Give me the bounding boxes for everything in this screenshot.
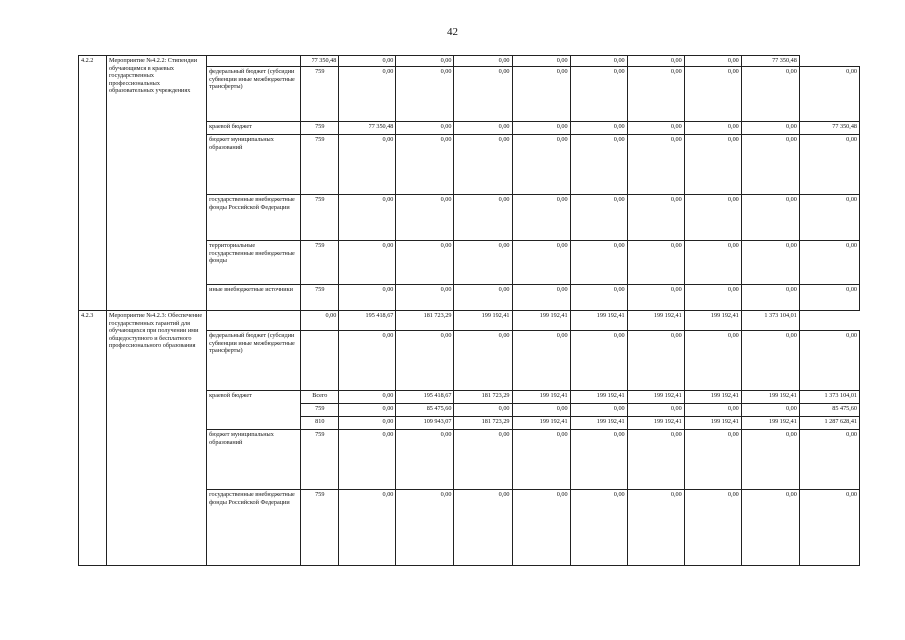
amount-cell: 0,00 bbox=[396, 122, 454, 135]
amount-cell: 0,00 bbox=[512, 404, 570, 417]
amount-cell: 0,00 bbox=[570, 56, 627, 67]
amount-cell: 0,00 bbox=[627, 404, 684, 417]
amount-cell: 0,00 bbox=[570, 122, 627, 135]
budget-code bbox=[301, 331, 339, 391]
funding-source: федеральный бюджет (субсидии субвенции иные межбюджетные трансферты) bbox=[207, 67, 301, 122]
amount-cell: 0,00 bbox=[741, 67, 799, 122]
amount-cell: 0,00 bbox=[799, 331, 859, 391]
amount-cell: 0,00 bbox=[512, 122, 570, 135]
amount-cell: 199 192,41 bbox=[570, 417, 627, 430]
amount-cell: 85 475,60 bbox=[799, 404, 859, 417]
amount-cell: 77 350,48 bbox=[799, 122, 859, 135]
amount-cell: 0,00 bbox=[799, 67, 859, 122]
amount-cell: 0,00 bbox=[741, 430, 799, 490]
amount-cell: 0,00 bbox=[454, 490, 512, 566]
amount-cell: 0,00 bbox=[339, 404, 396, 417]
amount-cell: 0,00 bbox=[799, 285, 859, 311]
amount-cell: 0,00 bbox=[339, 285, 396, 311]
amount-cell: 0,00 bbox=[684, 135, 741, 195]
amount-cell: 0,00 bbox=[396, 285, 454, 311]
amount-cell: 181 723,29 bbox=[396, 311, 454, 331]
amount-cell: 0,00 bbox=[512, 56, 570, 67]
budget-code: 759 bbox=[301, 135, 339, 195]
amount-cell: 0,00 bbox=[684, 241, 741, 285]
funding-source: бюджет муниципальных образований bbox=[207, 430, 301, 490]
table-row bbox=[79, 311, 860, 331]
amount-cell: 0,00 bbox=[301, 311, 339, 331]
amount-cell: 0,00 bbox=[684, 430, 741, 490]
amount-cell: 181 723,29 bbox=[454, 417, 512, 430]
amount-cell: 0,00 bbox=[396, 490, 454, 566]
amount-cell: 0,00 bbox=[570, 331, 627, 391]
amount-cell: 0,00 bbox=[339, 490, 396, 566]
amount-cell: 0,00 bbox=[454, 56, 512, 67]
budget-table-body bbox=[79, 56, 860, 566]
amount-cell: 0,00 bbox=[741, 135, 799, 195]
amount-cell: 0,00 bbox=[627, 67, 684, 122]
amount-cell: 199 192,41 bbox=[570, 311, 627, 331]
amount-cell: 1 373 104,01 bbox=[741, 311, 799, 331]
amount-cell: 0,00 bbox=[396, 56, 454, 67]
amount-cell: 0,00 bbox=[684, 122, 741, 135]
amount-cell: 0,00 bbox=[627, 490, 684, 566]
amount-cell: 195 418,67 bbox=[339, 311, 396, 331]
amount-cell: 0,00 bbox=[741, 490, 799, 566]
amount-cell: 0,00 bbox=[512, 195, 570, 241]
amount-cell: 0,00 bbox=[799, 195, 859, 241]
amount-cell: 0,00 bbox=[570, 195, 627, 241]
amount-cell: 0,00 bbox=[512, 67, 570, 122]
amount-cell: 0,00 bbox=[627, 135, 684, 195]
amount-cell: 0,00 bbox=[627, 241, 684, 285]
amount-cell: 0,00 bbox=[454, 135, 512, 195]
amount-cell: 0,00 bbox=[741, 404, 799, 417]
amount-cell: 0,00 bbox=[339, 56, 396, 67]
amount-cell: 0,00 bbox=[512, 430, 570, 490]
funding-source: федеральный бюджет (субсидии субвенции иные межбюджетные трансферты) bbox=[207, 331, 301, 391]
amount-cell: 0,00 bbox=[741, 122, 799, 135]
amount-cell: 0,00 bbox=[454, 241, 512, 285]
amount-cell: 0,00 bbox=[684, 404, 741, 417]
amount-cell: 0,00 bbox=[396, 135, 454, 195]
amount-cell: 0,00 bbox=[684, 56, 741, 67]
amount-cell: 0,00 bbox=[570, 285, 627, 311]
amount-cell: 0,00 bbox=[741, 241, 799, 285]
amount-cell: 0,00 bbox=[570, 430, 627, 490]
amount-cell: 0,00 bbox=[627, 122, 684, 135]
amount-cell: 0,00 bbox=[684, 490, 741, 566]
amount-cell: 199 192,41 bbox=[512, 311, 570, 331]
budget-code: 759 bbox=[301, 404, 339, 417]
amount-cell: 0,00 bbox=[396, 430, 454, 490]
amount-cell: 0,00 bbox=[684, 331, 741, 391]
amount-cell: 199 192,41 bbox=[512, 417, 570, 430]
funding-source: краевой бюджет bbox=[207, 122, 301, 135]
amount-cell: 0,00 bbox=[627, 56, 684, 67]
amount-cell: 1 287 628,41 bbox=[799, 417, 859, 430]
funding-source: государственные внебюджетные фонды Российской Федерации bbox=[207, 490, 301, 566]
amount-cell: 0,00 bbox=[454, 67, 512, 122]
amount-cell: 0,00 bbox=[454, 122, 512, 135]
budget-code: 810 bbox=[301, 417, 339, 430]
table-row bbox=[79, 56, 860, 67]
measure-name: Мероприятие №4.2.3: Обеспечение государственных гарантий для обучающихся при получении ими общедоступного и бесплатного профессионального образования bbox=[107, 311, 207, 566]
budget-code: 759 bbox=[301, 241, 339, 285]
budget-code: 759 bbox=[301, 122, 339, 135]
amount-cell: 199 192,41 bbox=[741, 417, 799, 430]
budget-code: 759 bbox=[301, 490, 339, 566]
amount-cell: 0,00 bbox=[684, 67, 741, 122]
amount-cell: 199 192,41 bbox=[741, 391, 799, 404]
amount-cell: 0,00 bbox=[627, 285, 684, 311]
amount-cell: 0,00 bbox=[339, 417, 396, 430]
amount-cell: 195 418,67 bbox=[396, 391, 454, 404]
amount-cell: 77 350,48 bbox=[301, 56, 339, 67]
funding-source: иные внебюджетные источники bbox=[207, 285, 301, 311]
amount-cell: 0,00 bbox=[396, 195, 454, 241]
amount-cell: 1 373 104,01 bbox=[799, 391, 859, 404]
budget-table bbox=[78, 55, 860, 566]
amount-cell: 0,00 bbox=[512, 331, 570, 391]
amount-cell: 0,00 bbox=[339, 67, 396, 122]
amount-cell: 0,00 bbox=[627, 331, 684, 391]
amount-cell: 0,00 bbox=[741, 285, 799, 311]
funding-source: территориальные государственные внебюджетные фонды bbox=[207, 241, 301, 285]
amount-cell: 0,00 bbox=[799, 135, 859, 195]
amount-cell: 77 350,48 bbox=[741, 56, 799, 67]
amount-cell: 0,00 bbox=[339, 430, 396, 490]
amount-cell: 0,00 bbox=[799, 490, 859, 566]
amount-cell: 0,00 bbox=[512, 241, 570, 285]
amount-cell: 199 192,41 bbox=[684, 391, 741, 404]
amount-cell: 0,00 bbox=[570, 135, 627, 195]
measure-name: Мероприятие №4.2.2: Стипендии обучающимся в краевых государственных профессиональных образовательных учреждениях bbox=[107, 56, 207, 311]
row-number: 4.2.3 bbox=[79, 311, 107, 566]
amount-cell: 0,00 bbox=[570, 67, 627, 122]
amount-cell: 0,00 bbox=[339, 135, 396, 195]
amount-cell: 0,00 bbox=[339, 331, 396, 391]
amount-cell: 0,00 bbox=[627, 430, 684, 490]
page-number: 42 bbox=[447, 26, 458, 38]
budget-code: Всего bbox=[301, 391, 339, 404]
amount-cell: 0,00 bbox=[684, 285, 741, 311]
amount-cell: 77 350,48 bbox=[339, 122, 396, 135]
amount-cell: 0,00 bbox=[339, 195, 396, 241]
amount-cell: 0,00 bbox=[339, 241, 396, 285]
funding-source: бюджет муниципальных образований bbox=[207, 135, 301, 195]
amount-cell: 0,00 bbox=[396, 241, 454, 285]
budget-code: 759 bbox=[301, 430, 339, 490]
budget-code: 759 bbox=[301, 285, 339, 311]
amount-cell: 85 475,60 bbox=[396, 404, 454, 417]
amount-cell: 0,00 bbox=[396, 331, 454, 391]
amount-cell: 0,00 bbox=[512, 490, 570, 566]
amount-cell: 0,00 bbox=[627, 195, 684, 241]
amount-cell: 0,00 bbox=[684, 195, 741, 241]
amount-cell: 0,00 bbox=[570, 241, 627, 285]
amount-cell: 0,00 bbox=[799, 241, 859, 285]
amount-cell: 0,00 bbox=[339, 391, 396, 404]
amount-cell: 109 943,07 bbox=[396, 417, 454, 430]
amount-cell: 0,00 bbox=[570, 490, 627, 566]
amount-cell: 0,00 bbox=[454, 404, 512, 417]
amount-cell: 0,00 bbox=[396, 67, 454, 122]
amount-cell: 199 192,41 bbox=[570, 391, 627, 404]
amount-cell: 199 192,41 bbox=[627, 391, 684, 404]
amount-cell: 0,00 bbox=[454, 195, 512, 241]
amount-cell: 0,00 bbox=[570, 404, 627, 417]
amount-cell: 0,00 bbox=[799, 430, 859, 490]
amount-cell: 0,00 bbox=[454, 331, 512, 391]
amount-cell: 199 192,41 bbox=[684, 311, 741, 331]
amount-cell: 199 192,41 bbox=[512, 391, 570, 404]
amount-cell: 0,00 bbox=[512, 285, 570, 311]
funding-source: государственные внебюджетные фонды Российской Федерации bbox=[207, 195, 301, 241]
amount-cell: 0,00 bbox=[512, 135, 570, 195]
amount-cell: 0,00 bbox=[454, 430, 512, 490]
amount-cell: 0,00 bbox=[454, 285, 512, 311]
row-number: 4.2.2 bbox=[79, 56, 107, 311]
amount-cell: 199 192,41 bbox=[627, 417, 684, 430]
budget-code bbox=[207, 311, 301, 331]
amount-cell: 199 192,41 bbox=[454, 311, 512, 331]
amount-cell: 199 192,41 bbox=[627, 311, 684, 331]
amount-cell: 0,00 bbox=[741, 331, 799, 391]
amount-cell: 199 192,41 bbox=[684, 417, 741, 430]
amount-cell: 181 723,29 bbox=[454, 391, 512, 404]
amount-cell: 0,00 bbox=[741, 195, 799, 241]
budget-code: 759 bbox=[301, 67, 339, 122]
budget-code: 759 bbox=[301, 195, 339, 241]
budget-code bbox=[207, 56, 301, 67]
funding-source: краевой бюджет bbox=[207, 391, 301, 430]
